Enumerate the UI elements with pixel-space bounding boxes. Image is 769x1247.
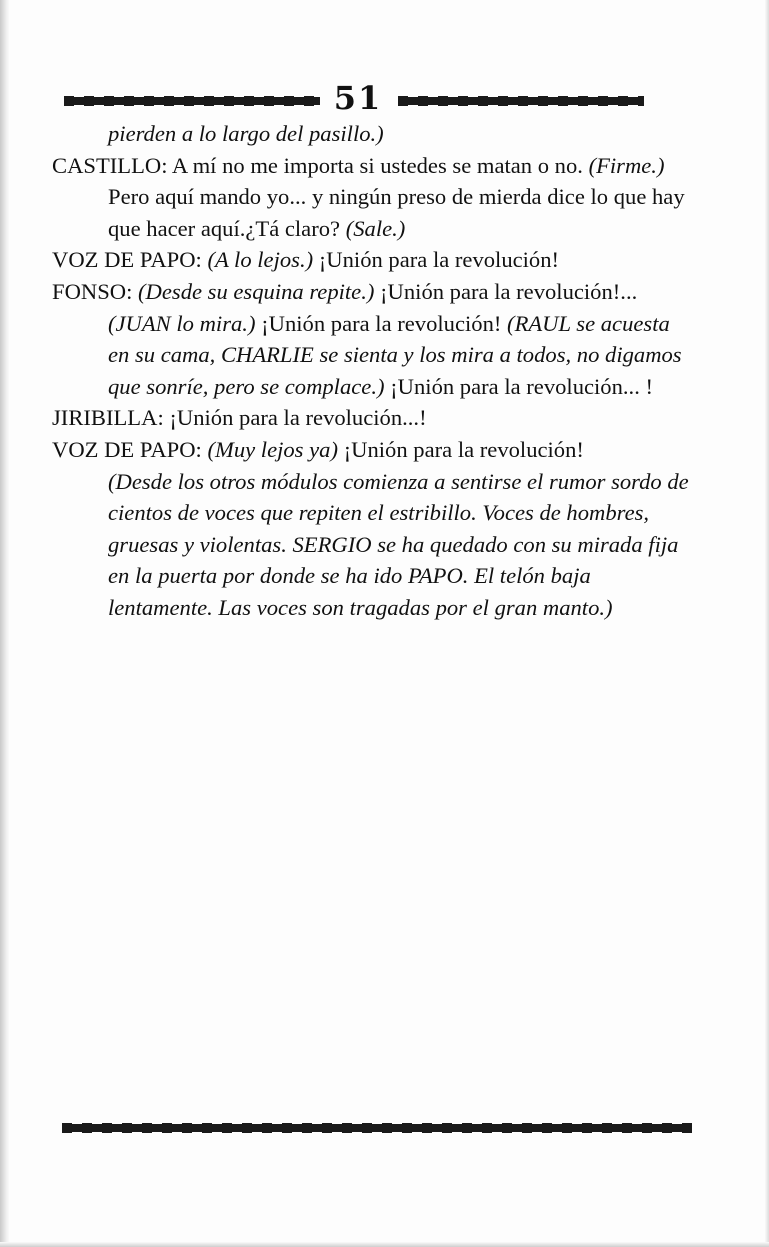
page-bottom-edge-shadow (0, 1242, 769, 1247)
stage-direction: (JUAN lo mira.) (108, 310, 256, 336)
speech-text: ¡Unión para la revolución... ! (384, 373, 654, 399)
speaker-colon: : (157, 405, 170, 431)
speaker-name: FONSO (52, 278, 127, 304)
dialogue-fonso (52, 276, 692, 402)
speech-text: ¡Unión para la revolución! (255, 310, 508, 336)
speaker-name: CASTILLO (52, 152, 162, 178)
dialogue-voz-de-papo (52, 434, 692, 466)
stage-direction: (Desde su esquina repite.) (138, 278, 375, 304)
speaker-colon: : (195, 247, 208, 273)
header-chain-ornament-left (64, 96, 320, 106)
stage-direction: (Sale.) (345, 215, 406, 241)
speech-text: Pero aquí mando yo... y ningún preso de mierda dice lo que hay que hacer aquí.¿Tá claro? (108, 184, 685, 241)
speech-text: ¡Unión para la revolución...! (169, 405, 427, 431)
speech-text: ¡Unión para la revolución! (337, 436, 584, 462)
dialogue-voz-de-papo (52, 244, 692, 276)
speech-text: A mí no me importa si ustedes se matan o no. (171, 152, 589, 178)
play-text (52, 118, 692, 624)
speaker-name: JIRIBILLA (52, 405, 158, 431)
stage-direction: (A lo lejos.) (207, 247, 314, 273)
speech-text: ¡Unión para la revolución!... (374, 278, 638, 304)
speaker-name: VOZ DE PAPO (52, 247, 196, 273)
page-number: 51 (333, 79, 383, 117)
stage-direction: (Firme.) (588, 152, 665, 178)
stage-direction: (Muy lejos ya) (207, 436, 338, 462)
header-chain-ornament-right (398, 96, 644, 106)
page-right-edge-shadow (765, 0, 769, 1247)
speaker-colon: : (195, 436, 208, 462)
page-left-edge-shadow (0, 0, 9, 1247)
dialogue-castillo (52, 150, 692, 245)
speaker-colon: : (161, 152, 172, 178)
speech-text: ¡Unión para la revolución! (313, 247, 560, 273)
stage-direction: (RAUL se acuesta en su cama, CHARLIE se sienta y los mira a todos, no digamos que sonríe, pero se complace.) (108, 310, 682, 399)
stage-direction-continued: pierden a lo largo del pasillo.) (108, 121, 384, 146)
footer-chain-ornament (62, 1123, 692, 1133)
speaker-colon: : (126, 278, 139, 304)
speaker-name: VOZ DE PAPO (52, 436, 196, 462)
closing-stage-direction: (Desde los otros módulos comienza a sentirse el rumor sordo de cientos de voces que repiten el estribillo. Voces de hombres, gruesas y violentas. SERGIO se ha quedado con su mirada fija en la puerta por donde se ha ido PAPO. El telón baja lentamente. Las voces son tragadas por el gran manto.) (108, 468, 689, 620)
dialogue-jiribilla (52, 402, 692, 434)
